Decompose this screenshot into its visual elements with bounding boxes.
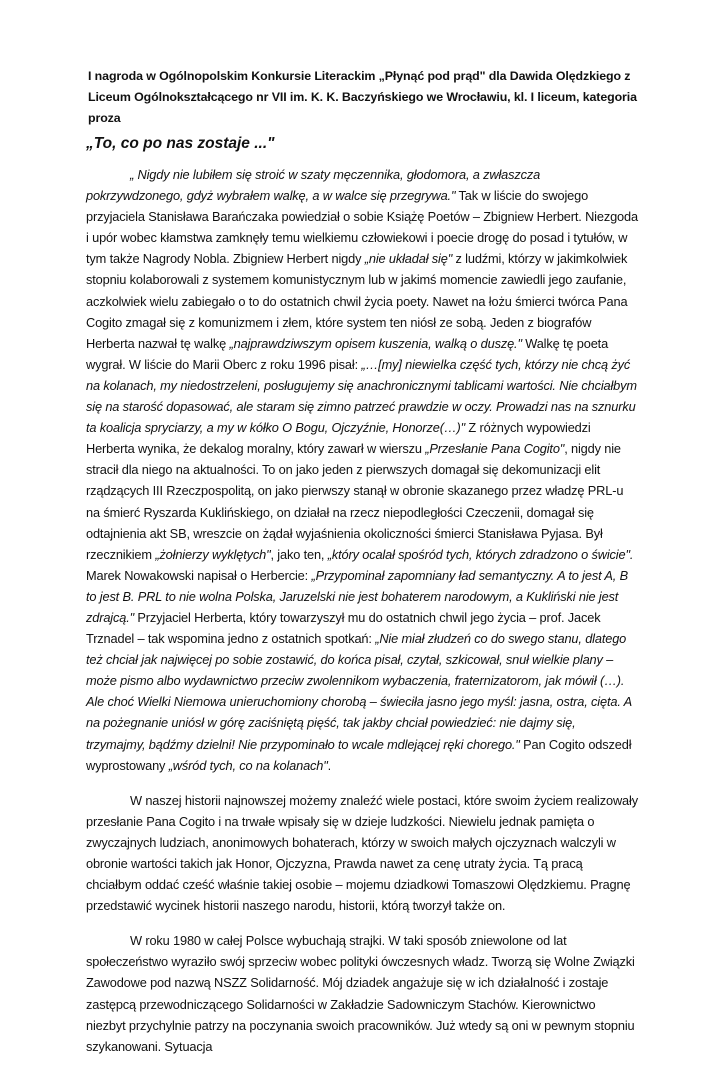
body-text: , jako ten,: [270, 546, 328, 562]
body-text: Pan Cogito odszedł wyprostowany: [86, 736, 632, 773]
quoted-text: „…[my] niewielka część tych, którzy nie chcą żyć na kolanach, my niedostrzeleni, posługujemy się anachronicznymi tablicami wartości. Nie chciałbym się na starość dopasować, ale staram się zimno patrzeć prawdzie w oczy. Prowadzi nas na sznurku ta koalicja spryciarzy, a my w kółko O Bogu, Ojczyźnie, Honorze(…)": [86, 356, 637, 436]
essay-title: „To, co po nas zostaje ...": [86, 135, 275, 152]
body-text: Tak w liście do swojego przyjaciela Stanisława Barańczaka powiedział o sobie Książę Poetów – Zbigniew Herbert. Niezgoda i upór wobec kłamstwa zamknęły temu wielkiemu człowiekowi i poecie drogę do posad i tytułów, w tym także Nagrody Nobla. Zbigniew Herbert nigdy: [86, 188, 638, 267]
quoted-text: „który ocalał spośród tych, których zdradzono o świcie".: [327, 546, 634, 562]
essay-body: [86, 164, 638, 1071]
quoted-text: „Nie miał złudzeń co do swego stanu, dlatego też chciał jak najwięcej po sobie zostawić, do końca pisał, czytał, szkicował, snuł wielkie plany – może pismo albo wydawnictwo przeciw zwolennikom wybaczenia, fraternizatorom, jak mówił (…). Ale choć Wielki Niemowa unieruchomiony chorobą – świeciła jasno jego myśl: jasna, ostra, cięta. A na pożegnanie uniósł w górę zaciśniętą pięść, tak jakby chciał powiedzieć: nie dajmy się, trzymajmy, bądźmy dzielni! Nie przypominało to wcale mdlejącej ręki chorego.": [86, 631, 632, 752]
quoted-text: „żołnierzy wyklętych": [155, 546, 271, 562]
quoted-text: „najprawdziwszym opisem kuszenia, walką o duszę.": [229, 335, 522, 351]
quoted-text: „wśród tych, co na kolanach": [168, 757, 328, 773]
award-header: I nagroda w Ogólnopolskim Konkursie Literackim „Płynąć pod prąd" dla Dawida Olędzkiego z Liceum Ogólnokształcącego nr VII im. K. K. Baczyńskiego we Wrocławiu, kl. I liceum, kategoria proza: [88, 69, 637, 125]
body-text: z ludźmi, którzy w jakimkolwiek stopniu kolaborowali z systemem komunistycznym lub w jakimś momencie zawiedli jego zaufanie, aczkolwiek wielu zabiegało o to do ostatnich chwil życia poety. Nawet na łożu śmierci twórca Pana Cogito zmagał się z komunizmem i złem, które system ten niósł ze sobą. Jeden z biografów Herberta nazwał tę walkę: [86, 251, 628, 351]
body-text: Przyjaciel Herberta, który towarzyszył mu do ostatnich chwil jego życia – prof. Jacek Trznadel – tak wspomina jedno z ostatnich spotkań:: [86, 609, 601, 647]
body-text: .: [327, 757, 332, 773]
quoted-text: „Przesłanie Pana Cogito": [425, 441, 565, 457]
quoted-text: „nie układał się": [364, 251, 453, 267]
paragraph: [86, 164, 638, 776]
quoted-text: „Przypominał zapomniany ład semantyczny. A to jest A, B to jest B. PRL to nie wolna Polska, Jaruzelski nie jest bohaterem narodowym, a Kukliński nie jest zdrajcą.": [86, 567, 628, 625]
body-text: W roku 1980 w całej Polsce wybuchają strajki. W taki sposób zniewolone od lat społeczeństwo wyraziło swój sprzeciw wobec polityki ówczesnych władz. Tworzą się Wolne Związki Zawodowe pod nazwą NSZZ Solidarność. Mój dziadek angażuje się w ich działalność i zostaje zastępcą przewodniczącego Solidarności w Zakładzie Sadowniczym Stachów. Kierownictwo niezbyt przychylnie patrzy na poczynania swoich pracowników. Już wtedy są oni w pewnym stopniu szykanowani. Sytuacja: [86, 933, 635, 1054]
body-text: W naszej historii najnowszej możemy znaleźć wiele postaci, które swoim życiem realizowały przesłanie Pana Cogito i na trwałe wpisały się w dzieje ludzkości. Niewielu jednak pamięta o zwyczajnych ludziach, anonimowych bohaterach, którzy w swoich małych ojczyznach walczyli w obronie wartości takich jak Honor, Ojczyzna, Prawda nawet za cenę utraty życia. Tą pracą chciałbym oddać cześć właśnie takiej osobie – mojemu dziadkowi Tomaszowi Olędzkiemu. Pragnę przedstawić wycinek historii naszego narodu, historii, którą tworzył także on.: [86, 792, 638, 914]
body-text: Walkę tę poeta wygrał. W liście do Marii Oberc z roku 1996 pisał:: [86, 335, 609, 372]
paragraph: [86, 930, 638, 1057]
body-text: Marek Nowakowski napisał o Herbercie:: [86, 567, 312, 583]
body-text: , nigdy nie stracił dla niego na aktualności. To on jako jeden z pierwszych domagał się dekomunizacji elit rządzących III Rzeczpospolitą, on jako pierwszy stanął w obronie skazanego przez władzę PRL-u na śmierć Ryszarda Kuklińskiego, on działał na rzecz niepodległości Czeczenii, domagał się odtajnienia akt SB, wreszcie on żądał wyjaśnienia okoliczności śmierci Stanisława Pyjasa. Był rzecznikiem: [86, 441, 624, 562]
paragraph: [86, 790, 638, 917]
body-text: Z różnych wypowiedzi Herberta wynika, że dekalog moralny, który zawarł w wierszu: [86, 420, 591, 457]
quoted-text: „ Nigdy nie lubiłem się stroić w szaty męczennika, głodomora, a zwłaszcza pokrzywdzonego, gdyż wybrałem walkę, a w walce się przegrywa.": [86, 167, 541, 204]
